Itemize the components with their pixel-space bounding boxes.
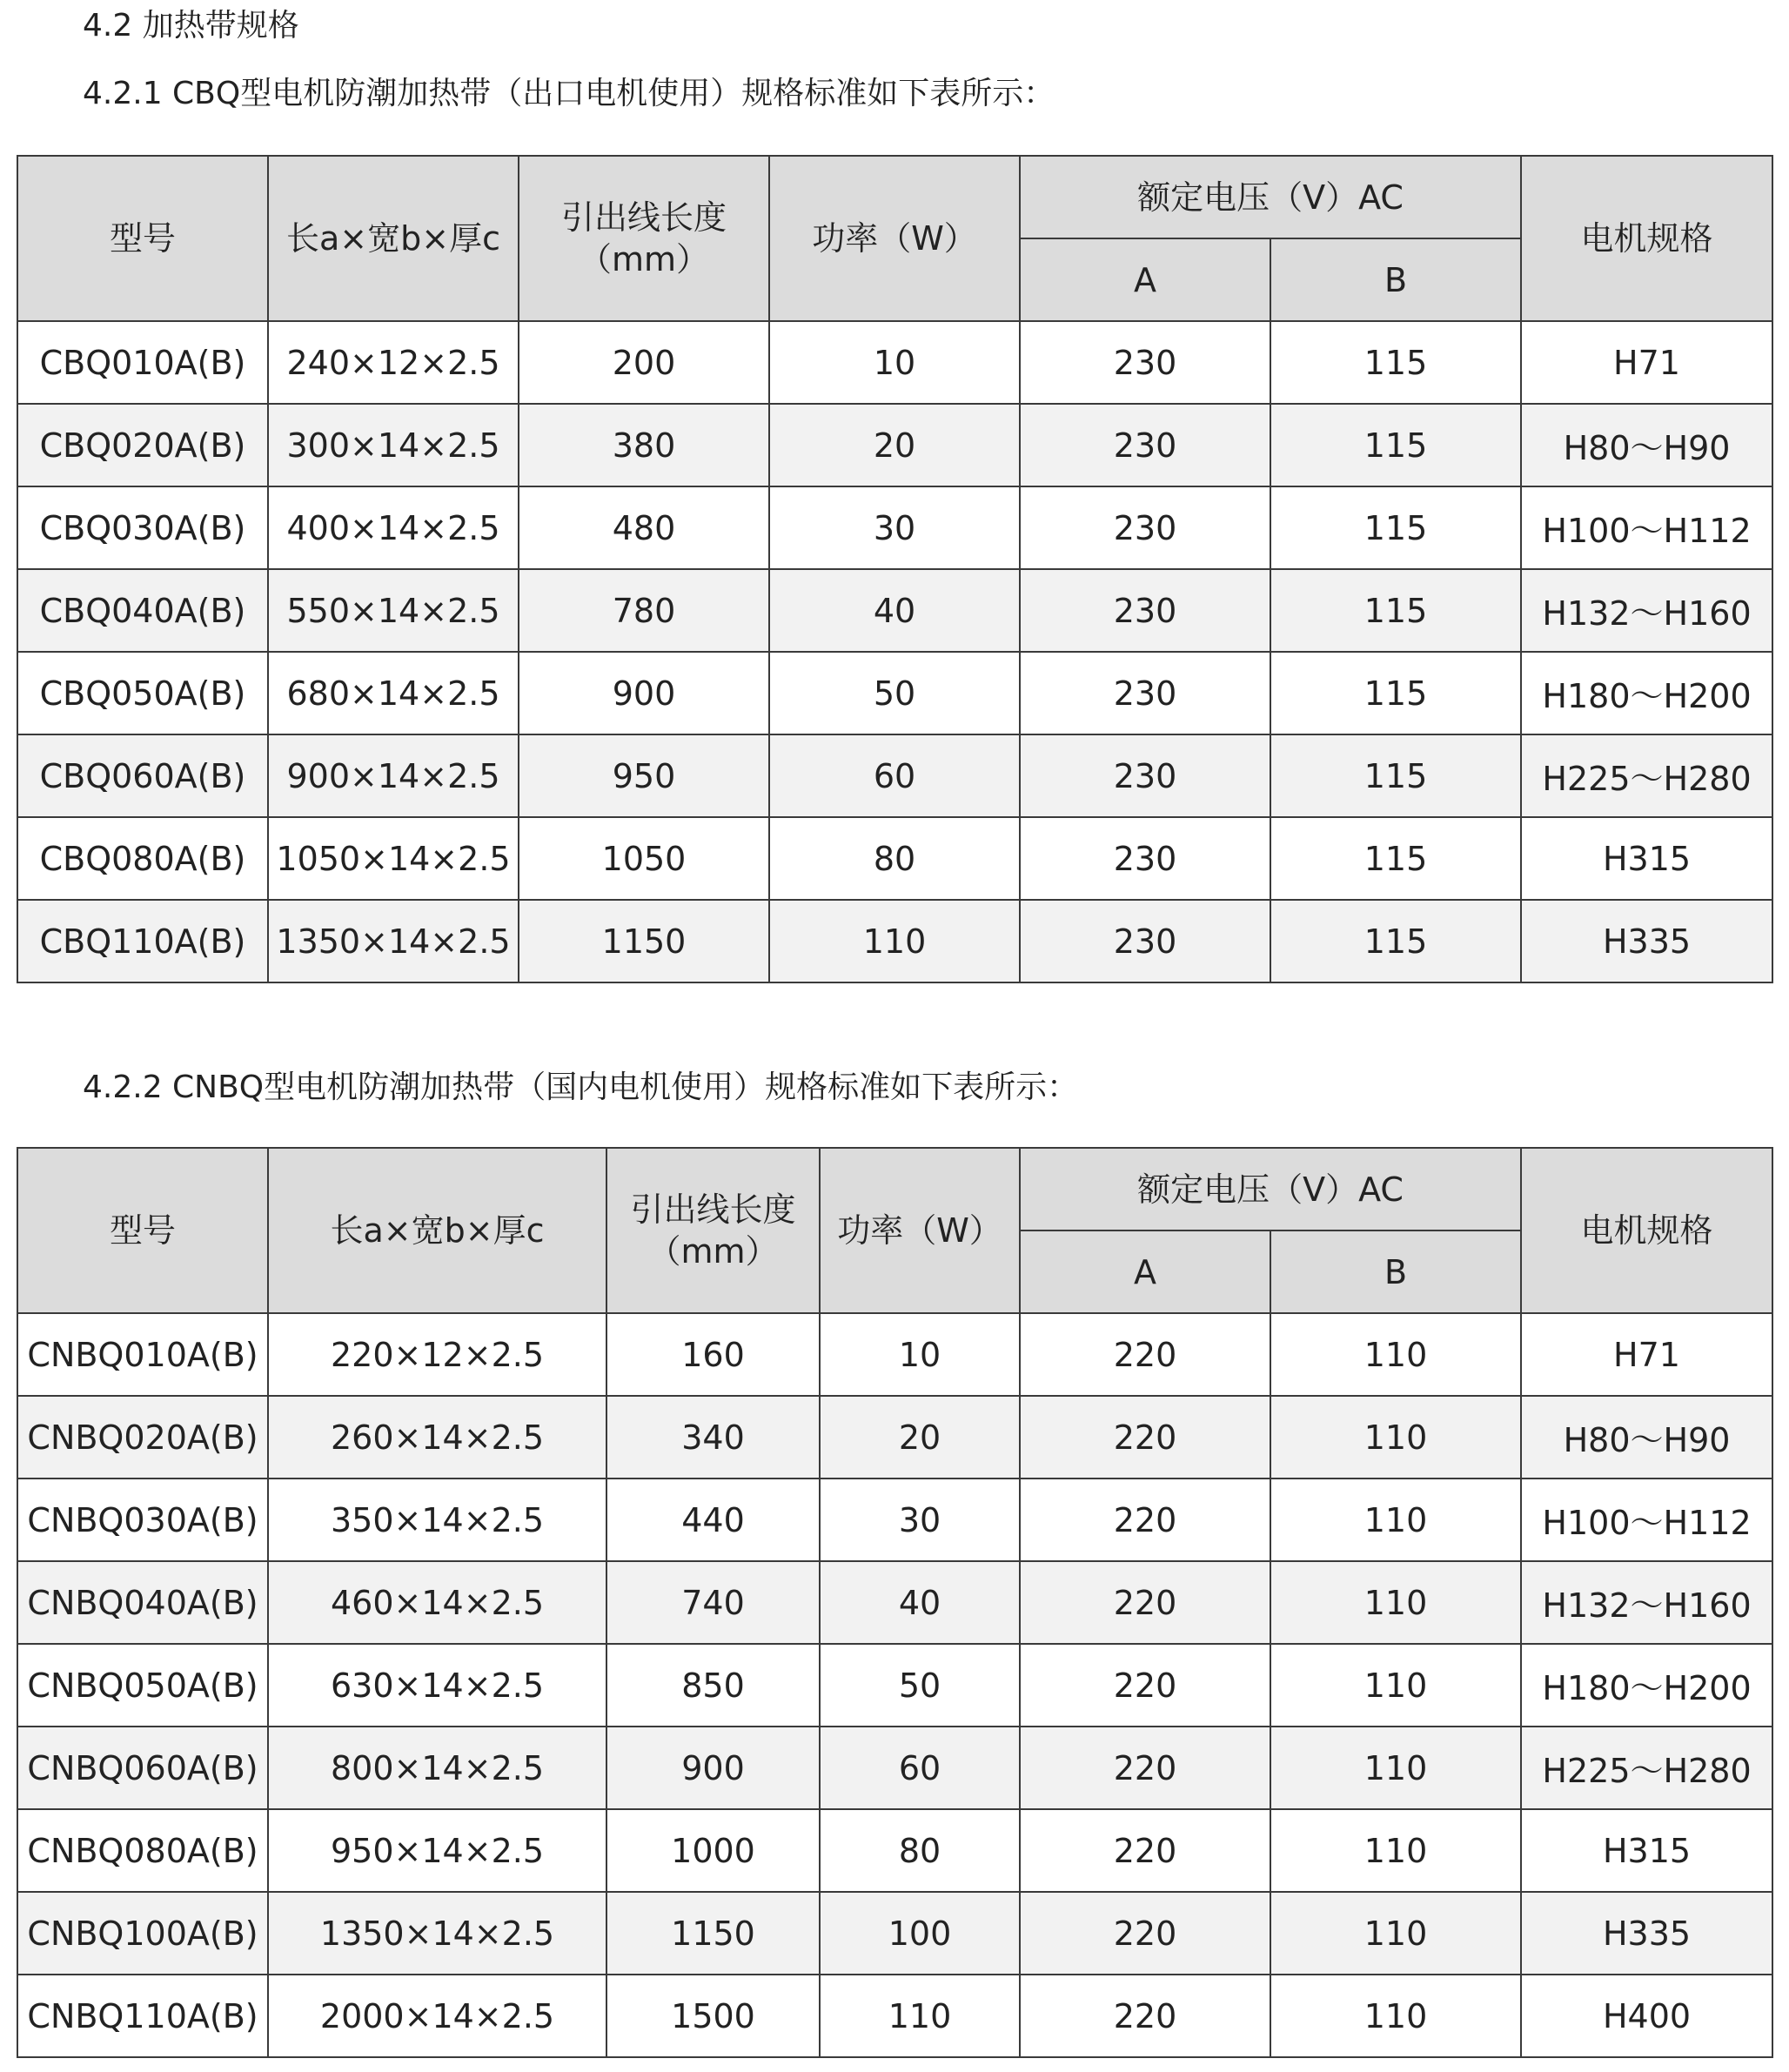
cell-motor: H71 [1521, 321, 1772, 404]
header-voltage: 额定电压（V）AC [1020, 1148, 1521, 1230]
cell-voltage-b: 110 [1270, 1975, 1521, 2057]
cell-voltage-b: 110 [1270, 1561, 1521, 1644]
cell-voltage-a: 230 [1020, 817, 1270, 900]
cell-voltage-a: 220 [1020, 1396, 1270, 1479]
table-row [17, 817, 1772, 900]
cell-voltage-a: 230 [1020, 734, 1270, 817]
cell-model: CBQ050A(B) [17, 652, 268, 734]
cell-size: 300×14×2.5 [268, 404, 519, 486]
table-row [17, 1396, 1772, 1479]
header-voltage: 额定电压（V）AC [1020, 156, 1521, 238]
cell-size: 1350×14×2.5 [268, 900, 519, 982]
cnbq-spec-table [17, 1147, 1773, 2058]
cell-power: 40 [769, 569, 1020, 652]
cell-lead-length: 200 [519, 321, 769, 404]
cell-model: CBQ040A(B) [17, 569, 268, 652]
cell-voltage-a: 220 [1020, 1479, 1270, 1561]
cell-size: 630×14×2.5 [268, 1644, 606, 1727]
cell-voltage-b: 110 [1270, 1396, 1521, 1479]
header-size: 长a×宽b×厚c [268, 156, 519, 321]
cell-motor: H80～H90 [1521, 404, 1772, 486]
cell-power: 60 [769, 734, 1020, 817]
cell-power: 20 [769, 404, 1020, 486]
cell-model: CNBQ100A(B) [17, 1892, 268, 1975]
cell-lead-length: 900 [519, 652, 769, 734]
cell-size: 260×14×2.5 [268, 1396, 606, 1479]
cell-motor: H315 [1521, 1809, 1772, 1892]
cell-power: 50 [769, 652, 1020, 734]
cell-power: 80 [820, 1809, 1020, 1892]
cell-size: 800×14×2.5 [268, 1727, 606, 1809]
cell-motor: H400 [1521, 1975, 1772, 2057]
table-row [17, 486, 1772, 569]
cell-voltage-b: 115 [1270, 900, 1521, 982]
cell-voltage-b: 110 [1270, 1727, 1521, 1809]
cell-lead-length: 380 [519, 404, 769, 486]
cell-model: CNBQ010A(B) [17, 1313, 268, 1396]
cell-voltage-a: 220 [1020, 1313, 1270, 1396]
cell-lead-length: 740 [606, 1561, 820, 1644]
cell-voltage-a: 220 [1020, 1644, 1270, 1727]
cell-voltage-a: 230 [1020, 321, 1270, 404]
cell-model: CBQ020A(B) [17, 404, 268, 486]
table-row [17, 404, 1772, 486]
cell-size: 1350×14×2.5 [268, 1892, 606, 1975]
header-power: 功率（W） [769, 156, 1020, 321]
cell-size: 1050×14×2.5 [268, 817, 519, 900]
cell-lead-length: 160 [606, 1313, 820, 1396]
table-row [17, 1644, 1772, 1727]
cell-model: CNBQ020A(B) [17, 1396, 268, 1479]
table-row [17, 1561, 1772, 1644]
cell-voltage-a: 220 [1020, 1892, 1270, 1975]
table-header-row [17, 1148, 1772, 1230]
cell-size: 400×14×2.5 [268, 486, 519, 569]
cell-lead-length: 850 [606, 1644, 820, 1727]
cell-voltage-b: 115 [1270, 652, 1521, 734]
cell-lead-length: 1500 [606, 1975, 820, 2057]
cell-model: CBQ010A(B) [17, 321, 268, 404]
header-model: 型号 [17, 1148, 268, 1313]
table-header-row [17, 156, 1772, 238]
cell-power: 80 [769, 817, 1020, 900]
table-row [17, 321, 1772, 404]
cell-voltage-a: 220 [1020, 1727, 1270, 1809]
cell-model: CBQ030A(B) [17, 486, 268, 569]
cell-motor: H225～H280 [1521, 1727, 1772, 1809]
cell-voltage-b: 110 [1270, 1892, 1521, 1975]
table-row [17, 734, 1772, 817]
cell-motor: H100～H112 [1521, 486, 1772, 569]
section-title: 4.2 加热带规格 [83, 8, 299, 44]
cell-motor: H335 [1521, 1892, 1772, 1975]
cell-size: 550×14×2.5 [268, 569, 519, 652]
cell-voltage-a: 220 [1020, 1809, 1270, 1892]
cell-size: 2000×14×2.5 [268, 1975, 606, 2057]
table1-title: 4.2.1 CBQ型电机防潮加热带（出口电机使用）规格标准如下表所示： [83, 76, 1055, 111]
header-lead-length: 引出线长度（mm） [606, 1148, 820, 1313]
header-model: 型号 [17, 156, 268, 321]
cell-size: 220×12×2.5 [268, 1313, 606, 1396]
header-size: 长a×宽b×厚c [268, 1148, 606, 1313]
cell-motor: H180～H200 [1521, 1644, 1772, 1727]
cell-motor: H80～H90 [1521, 1396, 1772, 1479]
cell-voltage-a: 230 [1020, 900, 1270, 982]
header-lead-length: 引出线长度（mm） [519, 156, 769, 321]
table-row [17, 1975, 1772, 2057]
cell-power: 50 [820, 1644, 1020, 1727]
cell-size: 680×14×2.5 [268, 652, 519, 734]
cell-size: 900×14×2.5 [268, 734, 519, 817]
cell-power: 40 [820, 1561, 1020, 1644]
cell-power: 110 [820, 1975, 1020, 2057]
cell-lead-length: 440 [606, 1479, 820, 1561]
cell-lead-length: 780 [519, 569, 769, 652]
cell-power: 110 [769, 900, 1020, 982]
cell-model: CNBQ030A(B) [17, 1479, 268, 1561]
cell-lead-length: 340 [606, 1396, 820, 1479]
header-voltage-b: B [1270, 238, 1521, 321]
cbq-spec-table [17, 155, 1773, 983]
cell-voltage-b: 110 [1270, 1644, 1521, 1727]
cell-voltage-b: 110 [1270, 1809, 1521, 1892]
table-row [17, 569, 1772, 652]
cell-lead-length: 1050 [519, 817, 769, 900]
cell-size: 240×12×2.5 [268, 321, 519, 404]
cell-lead-length: 1150 [519, 900, 769, 982]
table-row [17, 1892, 1772, 1975]
cell-voltage-b: 115 [1270, 734, 1521, 817]
cell-lead-length: 1000 [606, 1809, 820, 1892]
cell-motor: H335 [1521, 900, 1772, 982]
cell-voltage-a: 220 [1020, 1561, 1270, 1644]
cell-size: 350×14×2.5 [268, 1479, 606, 1561]
table-row [17, 1313, 1772, 1396]
table-row [17, 1479, 1772, 1561]
cell-voltage-b: 115 [1270, 486, 1521, 569]
cell-power: 100 [820, 1892, 1020, 1975]
cell-voltage-a: 230 [1020, 652, 1270, 734]
header-power: 功率（W） [820, 1148, 1020, 1313]
table-row [17, 1809, 1772, 1892]
cell-motor: H71 [1521, 1313, 1772, 1396]
cell-voltage-b: 115 [1270, 569, 1521, 652]
cell-voltage-a: 230 [1020, 569, 1270, 652]
cell-power: 30 [769, 486, 1020, 569]
cell-power: 20 [820, 1396, 1020, 1479]
cell-voltage-b: 115 [1270, 817, 1521, 900]
cell-voltage-a: 230 [1020, 404, 1270, 486]
cell-lead-length: 900 [606, 1727, 820, 1809]
cell-motor: H132～H160 [1521, 1561, 1772, 1644]
cell-voltage-b: 110 [1270, 1479, 1521, 1561]
table-row [17, 900, 1772, 982]
header-motor: 电机规格 [1521, 156, 1772, 321]
header-voltage-a: A [1020, 1230, 1270, 1313]
cell-motor: H132～H160 [1521, 569, 1772, 652]
cell-lead-length: 950 [519, 734, 769, 817]
cell-lead-length: 480 [519, 486, 769, 569]
cell-power: 60 [820, 1727, 1020, 1809]
table-row [17, 652, 1772, 734]
cell-voltage-b: 115 [1270, 404, 1521, 486]
cell-model: CBQ110A(B) [17, 900, 268, 982]
table2-title: 4.2.2 CNBQ型电机防潮加热带（国内电机使用）规格标准如下表所示： [83, 1070, 1079, 1105]
cell-model: CNBQ110A(B) [17, 1975, 268, 2057]
cell-motor: H315 [1521, 817, 1772, 900]
cell-voltage-a: 230 [1020, 486, 1270, 569]
cell-voltage-a: 220 [1020, 1975, 1270, 2057]
cell-motor: H225～H280 [1521, 734, 1772, 817]
cell-power: 10 [769, 321, 1020, 404]
cell-model: CNBQ080A(B) [17, 1809, 268, 1892]
cell-motor: H180～H200 [1521, 652, 1772, 734]
header-voltage-a: A [1020, 238, 1270, 321]
cell-power: 10 [820, 1313, 1020, 1396]
table-row [17, 1727, 1772, 1809]
header-motor: 电机规格 [1521, 1148, 1772, 1313]
cell-size: 950×14×2.5 [268, 1809, 606, 1892]
cell-size: 460×14×2.5 [268, 1561, 606, 1644]
cell-voltage-b: 115 [1270, 321, 1521, 404]
header-voltage-b: B [1270, 1230, 1521, 1313]
cell-voltage-b: 110 [1270, 1313, 1521, 1396]
cell-model: CNBQ040A(B) [17, 1561, 268, 1644]
cell-model: CNBQ050A(B) [17, 1644, 268, 1727]
cell-lead-length: 1150 [606, 1892, 820, 1975]
cell-model: CBQ080A(B) [17, 817, 268, 900]
cell-power: 30 [820, 1479, 1020, 1561]
cell-model: CNBQ060A(B) [17, 1727, 268, 1809]
cell-motor: H100～H112 [1521, 1479, 1772, 1561]
cell-model: CBQ060A(B) [17, 734, 268, 817]
